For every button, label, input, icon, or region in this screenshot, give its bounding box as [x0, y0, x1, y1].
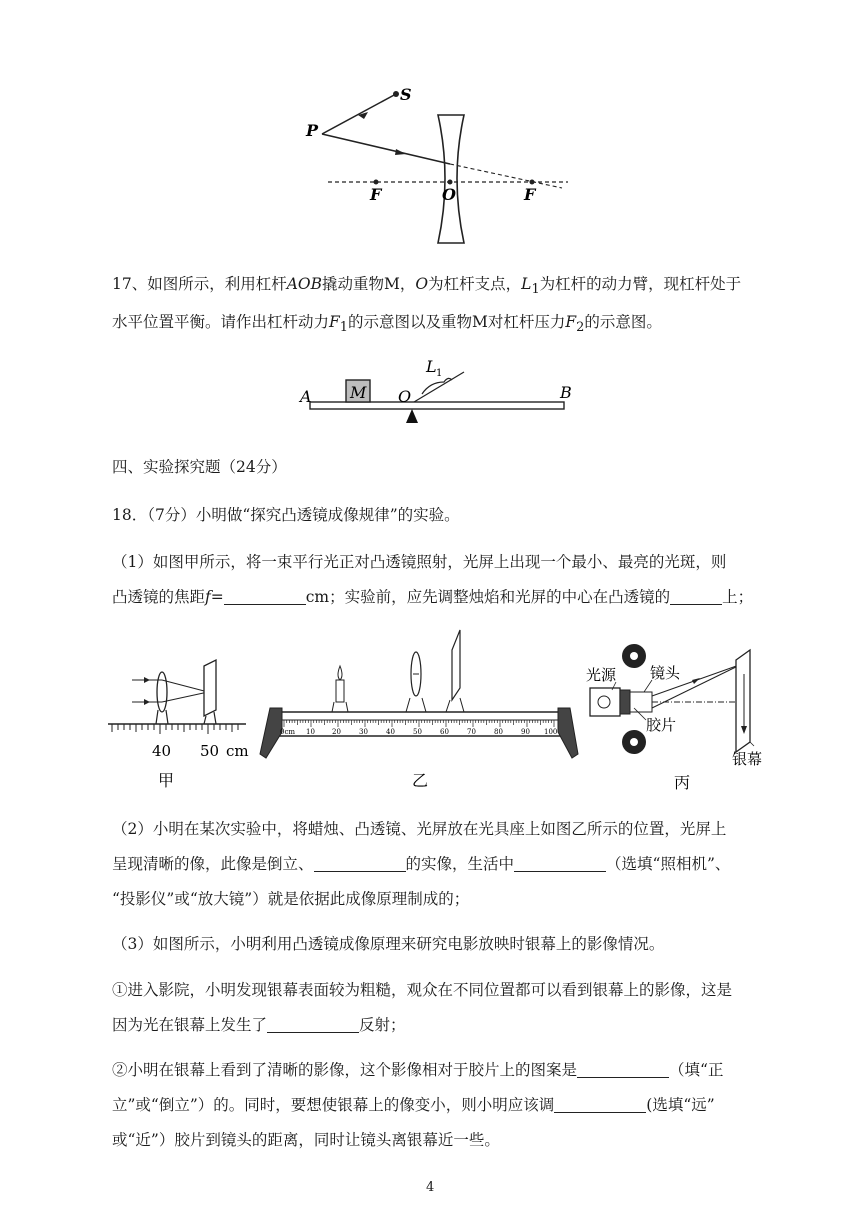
q18-p3-2-line2: 立”或“倒立”）的。同时，要想使银幕上的像变小，则小明应该调 (选填“远”: [112, 1096, 715, 1114]
svg-text:10: 10: [306, 728, 315, 736]
q16-lens-diagram: [300, 78, 580, 248]
svg-text:60: 60: [440, 728, 449, 736]
answer-blank-axis[interactable]: [670, 588, 722, 605]
figure-bing: [582, 634, 774, 792]
q18-p1-line2: 凸透镜的焦距f= cm；实验前，应先调整烛焰和光屏的中心在凸透镜的 上；: [112, 588, 754, 606]
ray-arrow: [395, 149, 406, 155]
q18-p3-2-line3: 或“近”）胶片到镜头的距离，同时让镜头离银幕近一些。: [112, 1131, 500, 1149]
tick-50: 50: [200, 742, 220, 760]
svg-text:0cm: 0cm: [280, 728, 296, 736]
label-film: 胶片: [646, 716, 677, 734]
svg-text:40: 40: [386, 728, 395, 736]
q17-lever-diagram: [296, 352, 586, 434]
caption-bing: 丙: [674, 773, 691, 792]
label-o: O: [442, 185, 456, 204]
optical-center-dot: [448, 180, 453, 185]
caption-jia: 甲: [158, 771, 175, 790]
q17-line-1: 17、如图所示，利用杠杆AOB撬动重物M，O为杠杆支点，$L_1$为杠杆的动力臂，现杠杆处于: [112, 275, 742, 298]
q18-p3: （3）如图所示，小明利用凸透镜成像原理来研究电影放映时银幕上的影像情况。: [112, 935, 665, 953]
q18-p3-2-line1: ②小明在银幕上看到了清晰的影像，这个影像相对于胶片上的图案是 （填“正: [112, 1061, 724, 1079]
page-number: 4: [426, 1180, 435, 1195]
film-reel-top: [622, 644, 646, 668]
label-o: O: [398, 387, 412, 406]
fulcrum: [406, 409, 418, 423]
svg-text:100: 100: [544, 728, 558, 736]
svg-text:30: 30: [359, 728, 368, 736]
svg-text:20: 20: [332, 728, 341, 736]
q17-line-2: 水平位置平衡。请作出杠杆动力$F_1$的示意图以及重物M对杠杆压力$F_2$的示意图。: [112, 313, 662, 336]
unit-cm: cm: [226, 742, 249, 760]
answer-blank-device[interactable]: [514, 855, 606, 872]
convex-lens: [406, 652, 426, 712]
focus-right-dot: [530, 180, 535, 185]
ray-s-p: [322, 94, 396, 134]
bulb-icon: [598, 696, 610, 708]
cinema-screen: [736, 650, 750, 752]
figure-jia: [106, 652, 256, 792]
label-p: P: [306, 121, 319, 140]
q18-p2-line1: （2）小明在某次实验中，将蜡烛、凸透镜、光屏放在光具座上如图乙所示的位置，光屏上: [112, 820, 727, 838]
focus-left-dot: [374, 180, 379, 185]
bench-leg-left: [260, 708, 282, 758]
ray-extension: [450, 164, 562, 188]
label-f-right: F: [524, 185, 536, 204]
answer-blank-orientation[interactable]: [577, 1061, 669, 1078]
q18-p2-line3: “投影仪”或“放大镜”）就是依据此成像原理制成的；: [112, 890, 470, 908]
answer-blank-distance[interactable]: [554, 1096, 646, 1113]
q18-p3-1-line2: 因为光在银幕上发生了 反射；: [112, 1016, 406, 1034]
label-f-left: F: [370, 185, 382, 204]
svg-text:80: 80: [494, 728, 503, 736]
point-s: [393, 91, 399, 97]
label-l: L: [426, 357, 437, 376]
q18-p1-line1: （1）如图甲所示，将一束平行光正对凸透镜照射，光屏上出现一个最小、最亮的光斑，则: [112, 553, 727, 571]
label-l-sub: 1: [436, 368, 443, 379]
answer-blank-image-size[interactable]: [314, 855, 406, 872]
film-gate: [620, 690, 630, 714]
q18-p2-line2: 呈现清晰的像，此像是倒立、 的实像，生活中 （选填“照相机”、: [112, 855, 731, 873]
arm-brace: [422, 378, 452, 394]
lever-bar: [310, 402, 564, 409]
q18-header: 18．（7分）小明做“探究凸透镜成像规律”的实验。: [112, 506, 460, 524]
candle: [332, 666, 348, 712]
ray-p-lens: [322, 134, 450, 164]
label-lens-head: 镜头: [650, 664, 681, 682]
light-screen: [446, 630, 464, 712]
label-m: M: [350, 383, 367, 402]
caption-yi: 乙: [412, 771, 429, 790]
q18-p3-1-line1: ①进入影院，小明发现银幕表面较为粗糙，观众在不同位置都可以看到银幕上的影像，这是: [112, 981, 733, 999]
svg-text:90: 90: [521, 728, 530, 736]
film-reel-bottom: [622, 730, 646, 754]
answer-blank-reflection-type[interactable]: [267, 1016, 359, 1033]
label-s: S: [400, 85, 412, 104]
figure-yi: [256, 628, 582, 792]
label-b: B: [560, 383, 572, 402]
projector-lens: [630, 692, 652, 712]
bench-leg-right: [558, 708, 578, 758]
label-a: A: [300, 387, 312, 406]
answer-blank-focal-length[interactable]: [224, 588, 306, 605]
svg-text:50: 50: [413, 728, 422, 736]
label-light-source: 光源: [586, 666, 617, 684]
svg-text:70: 70: [467, 728, 476, 736]
label-screen: 银幕: [732, 750, 763, 768]
section-title: 四、实验探究题（24分）: [112, 458, 287, 476]
tick-40: 40: [152, 742, 172, 760]
concave-lens: [438, 115, 464, 243]
